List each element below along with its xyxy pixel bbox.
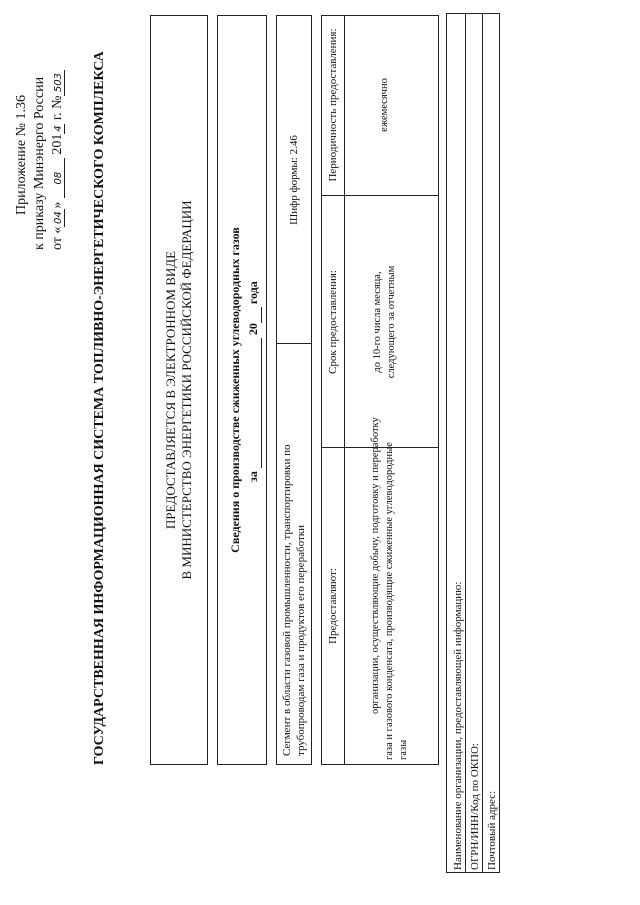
info-top-rule: [446, 13, 447, 873]
segment-text-line-1: Сегмент в области газовой промышленности, транспортировки по: [281, 444, 293, 756]
date-mid: »: [50, 201, 65, 209]
report-title: Сведения о производстве сжиженных углеводородных газов: [228, 227, 242, 553]
date-year-suffix: г. №: [50, 95, 65, 124]
main-title: ГОСУДАРСТВЕННАЯ ИНФОРМАЦИОННАЯ СИСТЕМА ТОПЛИВНО-ЭНЕРГЕТИЧЕСКОГО КОМПЛЕКСА: [92, 51, 107, 765]
provider-line-3: газы: [398, 739, 409, 760]
table-header-divider: [344, 16, 345, 764]
info-ogrn: ОГРН/ИНН/Код по ОКПО:: [469, 743, 481, 870]
segment-text-line-2: трубопроводам газа и продуктов его переработки: [295, 525, 307, 756]
submission-line-2: В МИНИСТЕРСТВО ЭНЕРГЕТИКИ РОССИЙСКОЙ ФЕДЕРАЦИИ: [179, 200, 194, 580]
date-year-prefix: 201: [50, 133, 65, 155]
segment-box: [276, 15, 312, 765]
date-prefix: от «: [50, 226, 65, 250]
period-year: 20: [246, 323, 260, 336]
deadline-line-2: следующего за отчетным: [386, 265, 397, 379]
submission-box: [150, 15, 208, 765]
submission-line-1: ПРЕДОСТАВЛЯЕТСЯ В ЭЛЕКТРОННОМ ВИДЕ: [163, 250, 178, 530]
provision-table: [321, 15, 439, 765]
report-box: [217, 15, 267, 765]
period-year-blank: [246, 307, 262, 323]
period-blank: [246, 338, 262, 468]
header-deadline: Срок предоставления:: [327, 270, 339, 374]
info-rule-1: [465, 13, 466, 873]
date-month: 08: [53, 158, 65, 198]
period-suffix: года: [246, 281, 260, 305]
info-right-rule: [446, 13, 500, 14]
info-bottom-rule: [499, 13, 500, 873]
info-left-rule: [446, 872, 500, 873]
form-code: Шифр формы: 2.46: [288, 135, 300, 225]
report-period: [246, 281, 262, 482]
frequency-value: ежемесячно: [379, 78, 390, 132]
appendix-date-line: [50, 70, 66, 250]
provider-line-2: газа и газового конденсата, производящие сжиженные углеводородные: [384, 442, 395, 760]
deadline-line-1: до 10-го числа месяца,: [372, 271, 383, 373]
date-year-digit: 4: [53, 125, 64, 132]
period-for: за: [246, 471, 260, 482]
provider-line-1: организации, осуществляющие добычу, подготовку и переработку: [370, 417, 381, 714]
appendix-number: 503: [53, 70, 65, 96]
date-day: 04: [53, 209, 65, 227]
info-rule-2: [482, 13, 483, 873]
info-address: Почтовый адрес:: [486, 790, 498, 870]
appendix-line-1: Приложение № 1.36: [14, 95, 29, 215]
header-frequency: Периодичность предоставления:: [327, 28, 339, 182]
info-org-name: Наименование организации, предоставляющей информацию:: [452, 581, 464, 870]
header-provider: Предоставляют:: [327, 568, 339, 644]
appendix-line-2: к приказу Минэнерго России: [32, 76, 47, 250]
